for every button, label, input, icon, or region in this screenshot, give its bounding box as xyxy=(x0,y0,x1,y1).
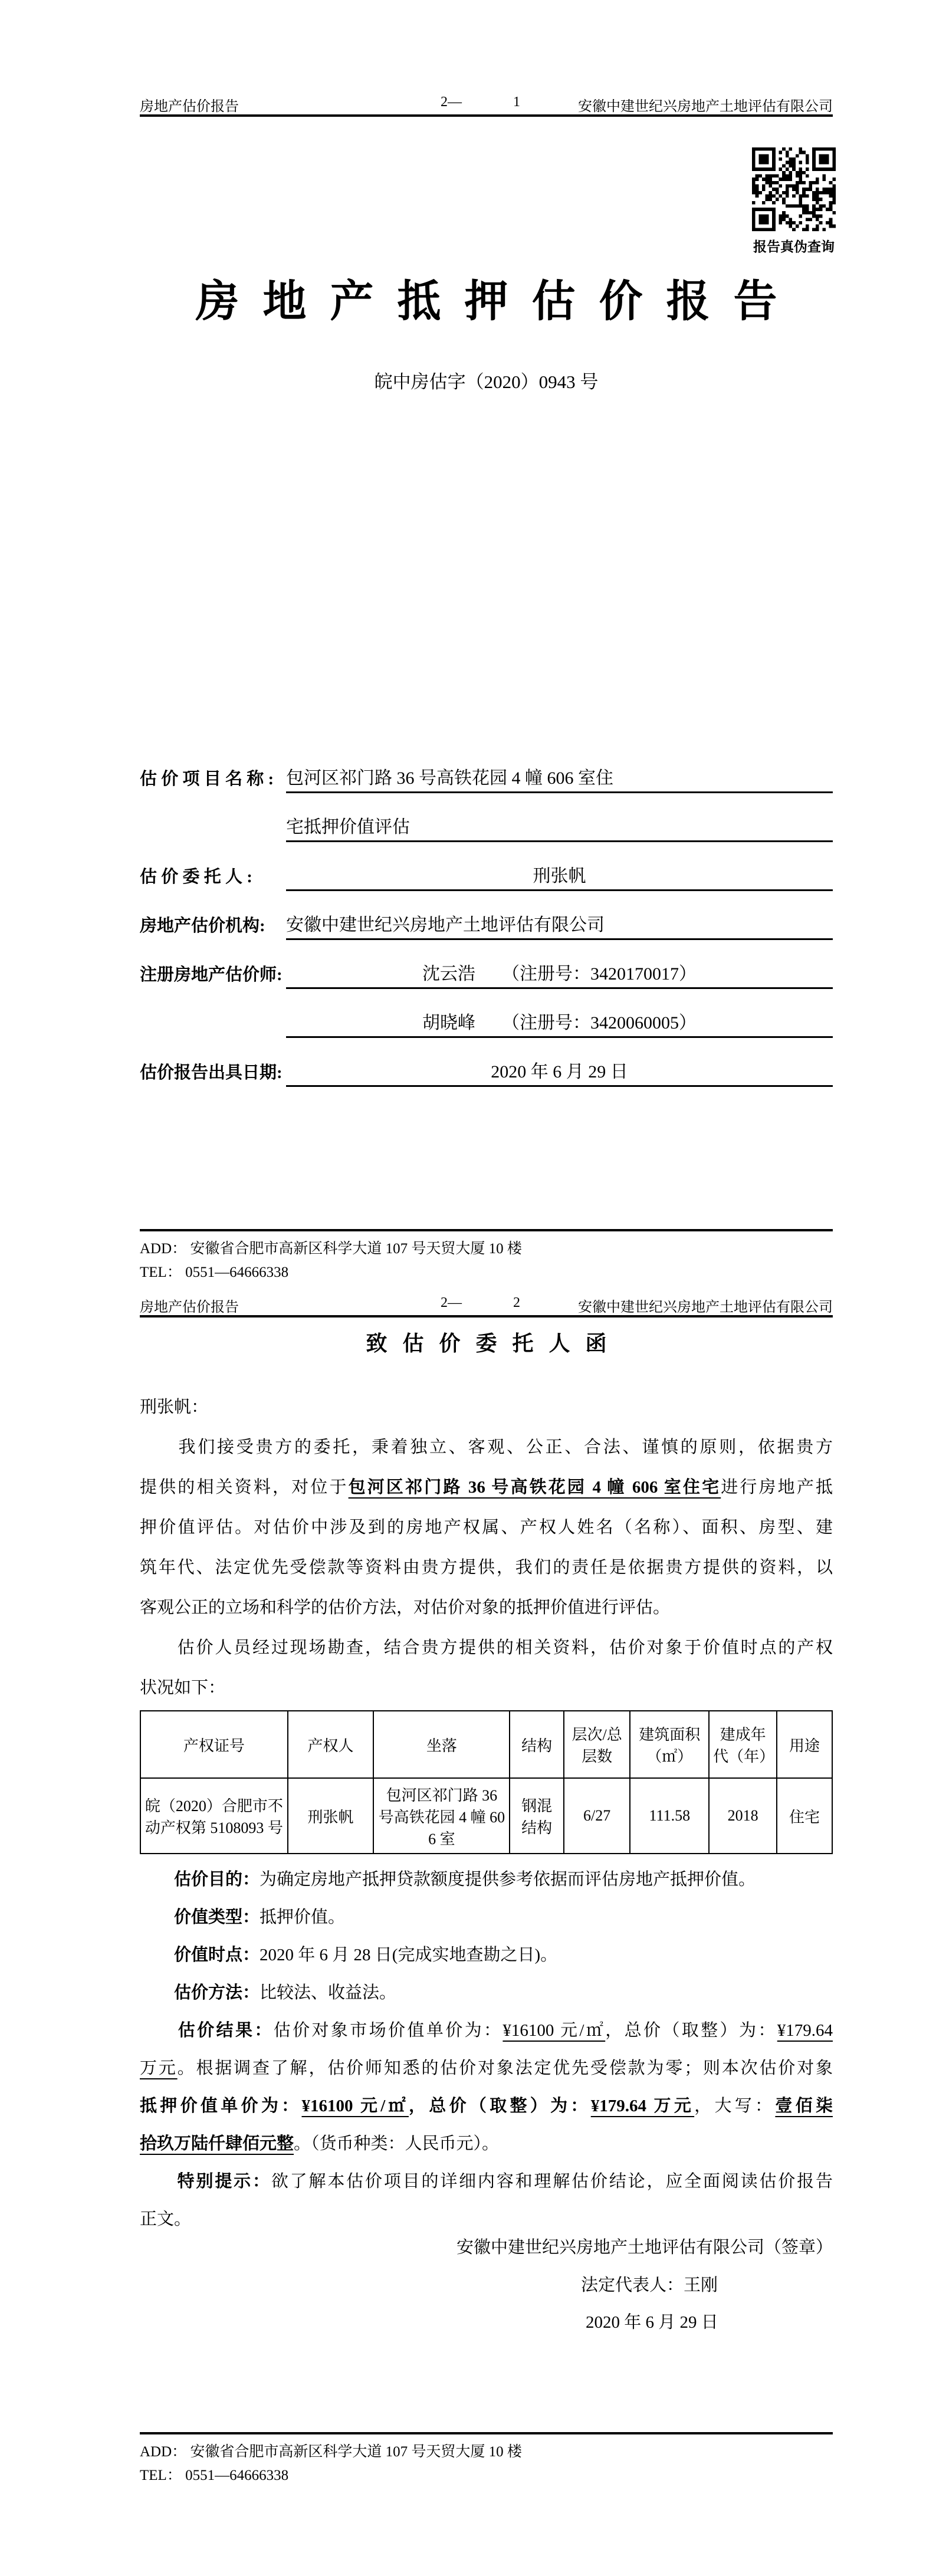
header-doc-type: 房地产估价报告 xyxy=(140,1300,239,1315)
text-line xyxy=(140,2200,833,2238)
table-header-row xyxy=(140,1711,832,1778)
header-company-name: 安徽中建世纪兴房地产土地评估有限公司 xyxy=(578,1300,833,1315)
text-segment xyxy=(140,1870,174,1889)
cell-structure: 钢混结构 xyxy=(510,1778,563,1854)
field-label: 估 价 委 托 人 : xyxy=(140,868,252,886)
text-line xyxy=(140,1628,833,1668)
text-segment: 包河区祁门路 36 号高铁花园 4 幢 606 室住宅 xyxy=(348,1478,721,1497)
text-segment: 筑年代、法定优先受偿款等资料由贵方提供，我们的责任是依据贵方提供的资料，以 xyxy=(140,1558,833,1577)
cover-field-row xyxy=(140,989,833,1038)
text-segment: 正文。 xyxy=(140,2210,192,2229)
text-segment: 总价（取整）为： xyxy=(429,2097,591,2115)
text-segment: 刑张帆： xyxy=(140,1398,209,1417)
text-segment: 万元 xyxy=(140,2059,178,2078)
letter-title: 致估价委托人函 xyxy=(366,1332,622,1355)
text-line xyxy=(140,1387,833,1427)
cover-field-row xyxy=(140,842,833,891)
text-line xyxy=(140,2049,833,2087)
cover-fields xyxy=(140,744,833,1087)
text-segment xyxy=(140,2172,178,2191)
header-page-total: 2— xyxy=(441,94,462,110)
text-line xyxy=(140,1861,833,1898)
report-number: 皖中房估字（2020）0943 号 xyxy=(374,372,599,392)
text-line xyxy=(140,1668,833,1708)
header-company-name: 安徽中建世纪兴房地产土地评估有限公司 xyxy=(578,99,833,114)
text-segment: 进行房地产抵 xyxy=(721,1478,833,1497)
text-segment: 比较法、收益法。 xyxy=(260,1983,397,2002)
cover-field-row xyxy=(140,1038,833,1087)
text-segment: 抵押价值单价为： xyxy=(140,2097,302,2115)
page2-footer xyxy=(140,2432,833,2488)
cell-use: 住宅 xyxy=(777,1778,832,1854)
field-value: 胡晓峰 （注册号：3420060005） xyxy=(286,1008,833,1038)
qr-caption: 报告真伪查询 xyxy=(753,239,835,254)
cell-location: 包河区祁门路 36 号高铁花园 4 幢 606 室 xyxy=(373,1778,510,1854)
cell-area: 111.58 xyxy=(630,1778,709,1854)
text-line xyxy=(140,2125,833,2163)
text-segment: 估价方法： xyxy=(174,1983,260,2002)
text-line xyxy=(140,2012,833,2049)
letter-body-upper xyxy=(140,1387,833,1708)
field-label: 注册房地产估价师: xyxy=(140,965,283,984)
text-segment: 壹佰柒 xyxy=(775,2097,833,2115)
text-segment: 抵押价值。 xyxy=(260,1908,346,1927)
text-line xyxy=(140,2087,833,2125)
text-segment: 客观公正的立场和科学的估价方法，对估价对象的抵押价值进行评估。 xyxy=(140,1598,671,1617)
text-segment: 为确定房地产抵押贷款额度提供参考依据而评估房地产抵押价值。 xyxy=(260,1870,756,1889)
text-segment xyxy=(140,1983,174,2002)
text-segment: 2020 年 6 月 28 日(完成实地查勘之日)。 xyxy=(260,1946,558,1964)
cell-certificate-no: 皖（2020）合肥市不动产权第 5108093 号 xyxy=(140,1778,288,1854)
header-page-total: 2— xyxy=(441,1295,462,1310)
text-segment: ¥16100 元/㎡ xyxy=(503,2021,606,2040)
text-line xyxy=(140,1507,833,1547)
text-line xyxy=(140,1547,833,1588)
page2-header xyxy=(140,1295,833,1317)
field-label: 估 价 项 目 名 称 : xyxy=(140,770,274,788)
text-segment: 估价结果： xyxy=(178,2021,274,2040)
report-title: 房地产抵押估价报告 xyxy=(195,278,801,326)
col-area: 建筑面积（㎡） xyxy=(630,1711,709,1778)
cover-field-row xyxy=(140,940,833,989)
col-use: 用途 xyxy=(777,1711,832,1778)
text-line xyxy=(140,2163,833,2200)
text-segment: ¥179.64 xyxy=(777,2021,833,2040)
text-segment: ，总价（取整）为： xyxy=(605,2021,777,2040)
col-structure: 结构 xyxy=(510,1711,563,1778)
col-certificate-no: 产权证号 xyxy=(140,1711,288,1778)
field-value: 沈云浩 （注册号：3420170017） xyxy=(286,959,833,989)
cover-field-row xyxy=(140,793,833,842)
field-value: 宅抵押价值评估 xyxy=(286,812,833,842)
text-line xyxy=(140,1427,833,1467)
cell-year-built: 2018 xyxy=(709,1778,777,1854)
field-label xyxy=(140,1034,286,1038)
text-line xyxy=(140,1588,833,1628)
signature-company: 安徽中建世纪兴房地产土地评估有限公司（签章） xyxy=(456,2238,833,2257)
text-segment: 。根据调查了解，估价师知悉的估价对象法定优先受偿款为零；则本次估价对象 xyxy=(177,2059,833,2078)
text-segment: 价值时点： xyxy=(174,1946,260,1964)
text-segment: 。（货币种类：人民币元）。 xyxy=(294,2134,500,2153)
page1-header xyxy=(140,94,833,117)
footer-address: ADD： 安徽省合肥市高新区科学大道 107 号天贸大厦 10 楼 xyxy=(140,1241,522,1257)
field-label: 估价报告出具日期: xyxy=(140,1063,283,1082)
table-row xyxy=(140,1778,832,1854)
header-doc-type: 房地产估价报告 xyxy=(140,99,239,114)
letter-body-lower xyxy=(140,1861,833,2238)
col-year-built: 建成年代（年） xyxy=(709,1711,777,1778)
text-segment xyxy=(140,1946,174,1964)
text-segment: 特别提示： xyxy=(177,2172,271,2191)
text-segment: 状况如下： xyxy=(140,1678,226,1697)
text-segment: ¥16100 元/㎡ xyxy=(301,2097,409,2115)
field-value: 刑张帆 xyxy=(286,861,833,891)
text-segment: ，大写： xyxy=(694,2097,776,2115)
text-segment: 押价值评估。对估价中涉及到的房地产权属、产权人姓名（名称）、面积、房型、建 xyxy=(140,1518,833,1537)
cover-field-row xyxy=(140,891,833,940)
header-page-number: 1 xyxy=(513,94,520,110)
text-segment: 我们接受贵方的委托，秉着独立、客观、公正、合法、谨慎的原则，依据贵方 xyxy=(140,1438,833,1457)
qr-block xyxy=(752,147,836,255)
text-line xyxy=(140,1936,833,1974)
footer-address: ADD： 安徽省合肥市高新区科学大道 107 号天贸大厦 10 楼 xyxy=(140,2444,522,2460)
text-segment: ， xyxy=(408,2097,429,2115)
text-segment: 拾玖万陆仟肆佰元整 xyxy=(140,2134,294,2153)
property-rights-table xyxy=(140,1710,833,1854)
footer-phone: TEL： 0551—64666338 xyxy=(140,2467,289,2483)
col-floor: 层次/总层数 xyxy=(564,1711,630,1778)
field-value: 安徽中建世纪兴房地产土地评估有限公司 xyxy=(286,910,833,940)
text-segment: 估价人员经过现场勘查，结合贵方提供的相关资料，估价对象于价值时点的产权 xyxy=(140,1638,833,1657)
text-line xyxy=(140,1898,833,1936)
cover-field-row xyxy=(140,744,833,793)
header-page-number: 2 xyxy=(513,1295,520,1310)
text-segment: 估价目的： xyxy=(174,1870,260,1889)
signature-legal-rep: 法定代表人：王刚 xyxy=(581,2276,718,2295)
field-value: 2020 年 6 月 29 日 xyxy=(286,1057,833,1087)
field-value: 包河区祁门路 36 号高铁花园 4 幢 606 室住 xyxy=(286,763,833,793)
text-segment: 价值类型： xyxy=(174,1908,260,1927)
field-label xyxy=(140,839,286,842)
text-segment xyxy=(140,1908,174,1927)
text-segment: 欲了解本估价项目的详细内容和理解估价结论，应全面阅读估价报告 xyxy=(271,2172,833,2191)
footer-phone: TEL： 0551—64666338 xyxy=(140,1264,289,1280)
text-segment: ¥179.64 万元 xyxy=(590,2097,695,2115)
field-label: 房地产估价机构: xyxy=(140,916,265,935)
text-segment xyxy=(140,2021,178,2040)
text-line xyxy=(140,1467,833,1507)
page1-footer xyxy=(140,1229,833,1284)
qr-code-icon xyxy=(752,147,836,231)
text-segment: 提供的相关资料，对位于 xyxy=(140,1478,349,1497)
signature-date: 2020 年 6 月 29 日 xyxy=(586,2313,718,2332)
cell-floor: 6/27 xyxy=(564,1778,630,1854)
text-segment: 估价对象市场价值单价为： xyxy=(273,2021,503,2040)
cell-owner: 刑张帆 xyxy=(288,1778,373,1854)
col-location: 坐落 xyxy=(373,1711,510,1778)
col-owner: 产权人 xyxy=(288,1711,373,1778)
text-line xyxy=(140,1974,833,2012)
